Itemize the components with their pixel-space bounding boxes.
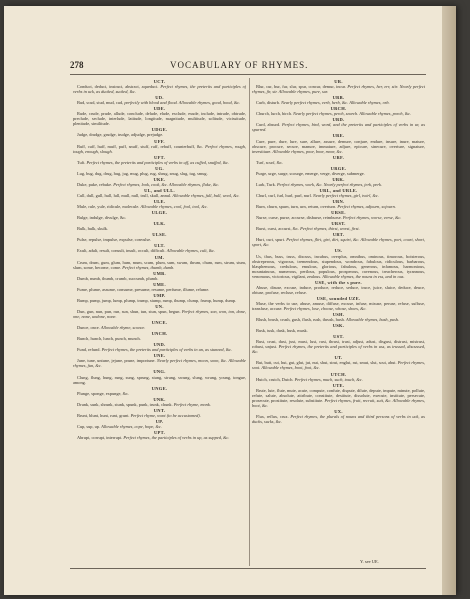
rhyme-note: Perfect rhymes, flirt, girt, dirt, squirt, &c. Allowable rhymes, port, court, short, sport, &c. (252, 237, 425, 248)
rhyme-entry (252, 215, 425, 220)
rhyme-note: Perfect rhymes, thirst, worst, first. (300, 226, 360, 232)
rhyme-entry (252, 301, 425, 311)
rhyme-note: Perfect rhymes, thumb, dumb. (122, 264, 175, 270)
signature-mark: Y. see UE. (360, 559, 379, 564)
rhyme-heading: UG. (155, 165, 164, 171)
rhyme-words: Turf, scurf, &c. (256, 159, 283, 165)
rhyme-entry (252, 237, 425, 247)
rhyme-heading: URL, and URLE. (319, 187, 358, 193)
rhyme-heading: URSE. (331, 210, 346, 216)
rhyme-words: Dunce, once. (77, 325, 100, 331)
footer-rule (70, 568, 426, 569)
rhyme-heading: UTCH. (330, 371, 347, 377)
rhyme-note: Perfect rhymes, much, such, touch, &c. (294, 376, 363, 382)
rhyme-entry (252, 317, 425, 322)
rhyme-heading: UMP. (153, 292, 166, 298)
rhyme-heading: URGE. (330, 165, 347, 171)
rhyme-note: Perfect rhymes, soot. Allowable rhymes, boot, foot, &c. (252, 360, 425, 371)
rhyme-note: Perfect rhymes, bird, word, and the preterits and participles of verbs in ur, as spurred. (252, 122, 425, 133)
rhyme-entry (73, 171, 246, 176)
rhyme-heading: UME. (153, 281, 166, 287)
rhyme-entry (73, 84, 246, 94)
rhyme-entry (73, 260, 246, 270)
rhyme-note: Nearly perfect rhymes, moon, soon, &c. Allowable rhymes, fun, &c. (73, 358, 246, 369)
rhyme-note: Perfect rhymes, work, &c. Nearly perfect rhymes, jerk, perk. (277, 181, 383, 187)
rhyme-words: Bulge, indulge, divulge, &c. (77, 215, 127, 221)
rhyme-words: Bump, pump, jump, lump, plump, trump, stump, rump, thump, clump, frump, hump, dump. (77, 297, 237, 303)
rhyme-heading: UNT. (153, 407, 166, 413)
rhyme-words: Pulse, repulse, impulse, expulse, convulse. (77, 237, 152, 243)
rhyme-words: Exult, adult, result, consult, insult, occult, difficult. (77, 248, 166, 254)
rhyme-heading: URE. (332, 133, 345, 139)
rhyme-heading: UKE. (153, 176, 166, 182)
rhyme-entry (252, 339, 425, 354)
rhyme-heading: UP. (155, 418, 164, 424)
rhyme-heading: ULK. (153, 221, 166, 227)
rhyme-entry (73, 237, 246, 242)
rhyme-heading: UCT. (153, 79, 166, 84)
rhyme-entry (252, 122, 425, 132)
rhyme-words: Lurk, Turk. (256, 181, 276, 187)
rhyme-words: Us, thus, buss, truss, discuss, incubus, overplus, omnibus, ominous, timorous, boisterous, obstreperous, vigorous, tremendous, stupendous, wondrous, fabulous, ridiculous, barbarous, blasphemous, credulous, emulous, glorious, fabulous, generous, infamous, harmonious, mountainous, numerous, perilous, populous, prosperous, ravenous, treacherous, tyrannous, venomous, victorious, vigilant, zealous. (252, 253, 425, 279)
rhyme-entry (252, 414, 425, 424)
rhyme-words: Clung, flung, hung, rung, sung, sprung, stung, strung, swung, slung, wrung, young, tongue, among. (73, 374, 246, 385)
rhyme-note: Perfect rhymes, son, won, ton, done, one, none, undone, none. (73, 308, 246, 320)
rhyme-heading: USE, sounded UZE. (316, 295, 361, 301)
rhyme-heading: USK. (332, 323, 345, 329)
rhyme-note: Allowable rhymes, bush, push. (346, 317, 400, 323)
rhyme-heading: URB. (332, 95, 345, 101)
page-header (70, 60, 420, 72)
rhyme-note: Perfect rhymes, the preterits and participles of verbs in un, as stunned, &c. (101, 347, 233, 353)
rhyme-entry (73, 100, 246, 105)
rhyme-entry (73, 193, 246, 198)
rhyme-words: Bulk, hulk, skulk. (77, 226, 109, 232)
rhyme-words: Church, lurch, birch. (256, 111, 293, 117)
rhyme-words: Flux, reflux, crux. (256, 413, 289, 419)
rhyme-heading: URST. (331, 221, 346, 227)
rhyme-heading: UM. (154, 254, 165, 260)
rhyme-entry (73, 413, 246, 418)
rhyme-heading: UX. (334, 408, 343, 414)
rhyme-entry (252, 193, 425, 198)
rhyme-heading: UL, and ULL. (144, 187, 175, 193)
rhyme-note: Perfect rhyme, wont (to be accustomed). (130, 412, 201, 418)
rhyme-words: Hutch, crutch, Dutch. (256, 376, 294, 382)
rhyme-words: Bust, crust, dust, just, must, lust, rust, thrust, trust, adjust, adust, disgust, distrust, mistrust, robust, unjust. (252, 339, 425, 350)
rhyme-heading: US. (334, 248, 343, 254)
rhyme-entry (73, 226, 246, 231)
rhyme-note: Perfect rhymes, the participles of verbs in up, as supped, &c. (123, 435, 230, 441)
rhyme-words: Burst, curst, accurst, &c. (256, 226, 300, 232)
rhyme-words: Brute, lute, flute, mute, acute, compute, confute, dispute, dilute, depute, impute, minute, pollute, refute, salute, absolute, attribute, constitute, destitute, dissolute, execute, institute, persecute, prosecute, prostitute, resolute, substitute. (252, 387, 425, 403)
page-title: VOCABULARY OF RHYMES. (170, 60, 309, 70)
rhyme-entry (73, 276, 246, 281)
rhyme-words: Dun, gun, nun, pun, run, sun, shun, tun, stun, spun, begun. (77, 308, 181, 314)
rhyme-entry (252, 139, 425, 154)
rhyme-words: Brunt, blunt, hunt, runt, grunt. (77, 412, 130, 418)
rhyme-heading: UFT. (154, 154, 165, 160)
rhyme-entry (252, 285, 425, 295)
rhyme-heading: ULT. (154, 243, 165, 249)
rhyme-note: Nearly perfect rhymes, fir, sir. Allowable rhymes, pure, sur. (252, 84, 425, 95)
rhyme-words: Crum, drum, gum, glum, hum, mum, scum, plum, sum, swum, thrum, chum, rum, strum, stum, slum, some, become, come. (73, 259, 246, 270)
rhyme-entry (73, 204, 246, 209)
rhyme-note: Perfect rhyme, monk. (173, 401, 211, 407)
rhyme-heading: UNCH. (151, 331, 168, 337)
page-gutter (442, 6, 456, 595)
rhyme-words: Dumb, numb, thumb, crumb, succumb, plumb. (77, 275, 159, 281)
rhyme-entry (252, 226, 425, 231)
rhyme-words: Cure, pure, dure, lure, sure, allure, assure, demure, conjure, endure, insure, inure, mature, obscure, procure, secure, manure, immature, adjure, epicure, sinecure, overture, signature, investiture. (252, 138, 425, 154)
rhyme-note: Perfect rhymes, rough, tough, enough, slough. (73, 143, 246, 154)
rhyme-entry (73, 309, 246, 319)
rhyme-heading: UR. (334, 79, 343, 84)
rhyme-heading: URCH. (330, 106, 347, 112)
right-column (252, 78, 425, 566)
rhyme-words: Abrupt, corrupt, interrupt. (77, 435, 123, 441)
rhyme-note: Perfect rhymes, the preterits and participles of verbs in uff, as cuffed, snuffed, &c. (86, 159, 230, 165)
rhyme-words: Churl, curl, furl, hurl, purl, nurl. (256, 192, 312, 198)
rhyme-heading: UNK. (153, 396, 166, 402)
rhyme-words: Cull, dull, gull, hull, lull, mull, null, trull, skull, annul. (77, 192, 172, 198)
rhyme-note: Allowable rhymes, the nouns in ess, and in ous. (322, 273, 405, 279)
rhyme-heading: URD. (332, 117, 345, 123)
rhyme-entry (73, 215, 246, 220)
rhyme-note: Perfect rhymes, look, cook, &c. Allowable rhymes, fluke, &c. (113, 181, 220, 187)
rhyme-heading: UST. (333, 334, 344, 340)
rhyme-note: Allowable rhyme, sconce. (100, 325, 146, 331)
rhyme-entry (73, 336, 246, 341)
rhyme-entry (252, 171, 425, 176)
rhyme-heading: ULGE. (151, 210, 168, 216)
rhyme-heading: UPT. (154, 430, 165, 435)
rhyme-heading: UNGE. (151, 385, 168, 391)
rhyme-entry (73, 144, 246, 154)
rhyme-words: Curb, disturb. (256, 100, 281, 106)
header-rule (70, 74, 426, 75)
rhyme-words: Judge, drudge, grudge, trudge, adjudge, prejudge. (77, 132, 164, 138)
rhyme-words: June, tune, untune, jejune, prune, importune. (77, 358, 156, 364)
rhyme-words: Nurse, curse, purse, accurse, disburse, reimburse. (256, 215, 342, 221)
rhyme-words: Mule, rule, yule, ridicule, molecule. (77, 204, 140, 210)
left-column (73, 78, 246, 566)
rhyme-entry (252, 204, 425, 209)
rhyme-entry (73, 424, 246, 429)
column-divider (249, 78, 250, 566)
rhyme-note: Perfect rhymes, her, err, stir. (347, 84, 399, 90)
rhyme-words: Plunge, sponge, expunge, &c. (77, 390, 129, 396)
rhyme-entry (73, 182, 246, 187)
rhyme-heading: ULSE. (152, 232, 167, 238)
rhyme-entry (73, 435, 246, 440)
rhyme-note: Allowable rhymes, full, bull, wool, &c. (172, 192, 240, 198)
rhyme-note: Perfect rhymes, the plurals of nouns and third persons of verbs in uck, as ducks, sucks, &c. (252, 413, 425, 424)
rhyme-entry (73, 391, 246, 396)
rhyme-entry (252, 254, 425, 279)
rhyme-words: Blush, brush, crush, gush, flush, rush, thrush, hush. (256, 317, 345, 323)
rhyme-entry (73, 287, 246, 292)
rhyme-heading: UFF. (154, 138, 165, 144)
rhyme-note: Perfect rhymes, the preterits and participles of verbs in uck, as ducked, sucked, &c. (73, 84, 246, 95)
rhyme-heading: URK. (332, 176, 345, 182)
rhyme-heading: UDGE. (151, 127, 168, 133)
rhyme-heading: UDE. (153, 106, 166, 112)
rhyme-words: Curd, absurd. (256, 122, 281, 128)
rhyme-entry (73, 132, 246, 137)
rhyme-words: Fund, refund. (77, 347, 101, 353)
rhyme-words: Fume, plume, assume, consume, presume, resume, perfume, illume, relume. (77, 286, 210, 292)
rhyme-heading: UND. (153, 342, 166, 348)
page-number: 278 (70, 60, 84, 70)
rhyme-words: Hurt, curt, spurt. (256, 237, 286, 243)
rhyme-note: Perfect rhymes, lose, choose, whose, shoes, &c. (283, 305, 367, 311)
rhyme-note: Allowable rhymes, cope, hope, &c. (101, 423, 162, 429)
rhyme-heading: UD. (155, 95, 164, 101)
rhyme-note: Allowable rhymes, poor, boor, moor, &c. (272, 148, 343, 154)
rhyme-words: Purge, urge, surge, scourge, emerge, verge, diverge, submerge. (256, 170, 365, 176)
rhyme-entry (252, 388, 425, 408)
rhyme-words: Bunch, hunch, lunch, punch, munch. (77, 336, 141, 342)
rhyme-heading: USH. (332, 312, 345, 318)
rhyme-note: Perfect rhymes, adjourn, sojourn. (337, 204, 396, 210)
rhyme-heading: UNE. (153, 353, 166, 359)
rhyme-entry (73, 248, 246, 253)
rhyme-entry (252, 182, 425, 187)
rhyme-heading: UT. (334, 355, 343, 361)
rhyme-entry (252, 360, 425, 370)
rhyme-words: Lug, bug, dug, drug, hug, jug, mug, plug, rug, shrug, snug, slug, tug, smug. (77, 170, 208, 176)
rhyme-words: Buff, cuff, huff, muff, puff, snuff, stuff, ruff, rebuff, counterbuff, &c. (77, 143, 204, 149)
rhyme-heading: UNCE. (151, 320, 168, 326)
rhyme-heading: UMB. (153, 270, 166, 276)
rhyme-note: Nearly perfect rhymes, girl, twirl, &c. (312, 192, 379, 198)
rhyme-entry (252, 160, 425, 165)
rhyme-note: Perfect rhymes, fruit, recruit, suit, &c. Allowable rhymes, boot, &c. (252, 397, 425, 408)
rhyme-heading: URF. (332, 154, 345, 160)
rhyme-note: Nearly perfect rhymes, perch, search. Allowable rhymes, porch, &c. (293, 111, 412, 117)
rhyme-entry (73, 325, 246, 330)
rhyme-words: Burn, churn, spurn, turn, urn, return, overturn. (256, 204, 337, 210)
rhyme-words: Rude, crude, prude, allude, conclude, delude, elude, exclude, exude, include, intrude, obtrude, preclude, seclude, interlude, latitude, longitude, magnitude, multitude, solitude, vicissitude, plenitude, similitude. (73, 111, 246, 127)
rhyme-words: Busk, tusk, dusk, husk, musk. (256, 328, 308, 334)
rhyme-heading: URN. (332, 199, 345, 205)
rhyme-heading: ULE. (153, 199, 166, 205)
rhyme-entry (73, 111, 246, 126)
rhyme-entry (73, 160, 246, 165)
rhyme-entry (252, 111, 425, 116)
rhyme-words: Muse, the verbs to use, abuse, amuse, diffuse, excuse, infuse, misuse, peruse, refuse, suffuse, transfuse, accuse. (252, 300, 425, 311)
rhyme-note: Perfect rhymes, the preterits and participles of verbs in uss, as trussed, discussed, &c. (252, 344, 425, 355)
rhyme-note: Nearly perfect rhymes, verb, herb, &c. Allowable rhymes, orb. (281, 100, 390, 106)
rhyme-words: Duke, puke, rebuke. (77, 181, 113, 187)
rhyme-heading: UNG. (153, 369, 166, 375)
rhyme-note: Perfect rhymes, worse, verse, &c. (342, 215, 402, 221)
rhyme-note: perfectly with blood and flood. Allowable rhymes, good, hood, &c. (124, 100, 241, 106)
rhyme-entry (73, 298, 246, 303)
rhyme-words: Tuft. (77, 159, 86, 165)
rhyme-words: Bud, scud, stud, mud, cud, (77, 100, 124, 106)
rhyme-heading: UN. (155, 303, 164, 309)
rhyme-words: Cup, sup, up. (77, 423, 101, 429)
rhyme-entry (73, 358, 246, 368)
rhyme-words: Abuse, disuse, excuse, induce, produce, reduce, seduce, truce, juice, sluice, deduce, deuce, obtuse, profuse, recluse, refuse. (252, 284, 425, 295)
rhyme-words: But, butt, cut, hut, gut, glut, jut, nut, shut, strut, englut, rut, smut, slut, scut, abut. (256, 360, 397, 366)
rhyme-entry (252, 100, 425, 105)
rhyme-heading: UTE. (332, 382, 345, 388)
rhyme-note: Allowable rhymes, cool, fool, tool, &c. (140, 204, 208, 210)
rhyme-entry (252, 84, 425, 94)
rhyme-note: Allowable rhymes, cult, &c. (166, 248, 216, 254)
rhyme-heading: USE, with the s pure. (315, 279, 362, 285)
rhyme-entry (252, 377, 425, 382)
rhyme-words: Conduct, deduct, instruct, abstract, aqueduct. (77, 84, 159, 90)
rhyme-words: Drunk, sunk, shrunk, stunk, spunk, punk, trunk, chunk. (77, 401, 173, 407)
rhyme-heading: URT. (332, 232, 345, 238)
rhyme-entry (252, 328, 425, 333)
rhyme-entry (73, 402, 246, 407)
rhyme-entry (73, 375, 246, 385)
rhyme-entry (73, 347, 246, 352)
rhyme-words: Blur, cur, bur, fur, slur, spur, concur, demur, incur. (256, 84, 346, 90)
